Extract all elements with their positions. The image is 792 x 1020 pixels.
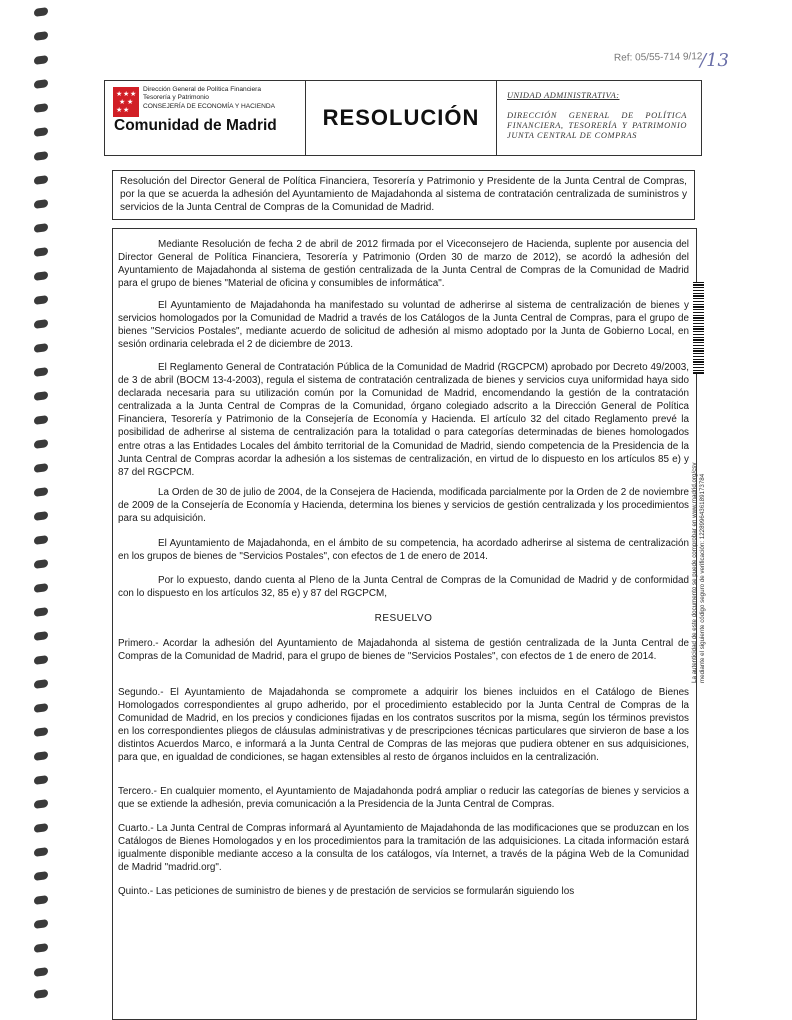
- handwritten-page-number: /13: [700, 50, 729, 71]
- paragraph-2: El Ayuntamiento de Majadahonda ha manifestado su voluntad de adherirse al sistema de centralización de bienes y servicios homologados por la Comunidad de Madrid a través de los Catálogos de la Junta Central de Compras, para el grupo de bienes "Servicios Postales", mediante acuerdo de solicitud de adhesión al mismo adoptado por la Junta de Gobierno Local, en sesión ordinaria celebrada el 2 de diciembre de 2013.: [118, 300, 689, 351]
- document-header: [104, 80, 702, 156]
- organization-subtitle: Dirección General de Política Financiera Tesorería y Patrimonio CONSEJERÍA DE ECONOMÍA Y HACIENDA: [143, 86, 276, 110]
- reference-number: Ref: 05/55-714 9/12: [613, 51, 703, 64]
- spiral-binding: [30, 0, 54, 1000]
- administrative-unit-label: UNIDAD ADMINISTRATIVA:: [507, 91, 620, 100]
- madrid-flag-icon: ★ ★ ★ ★ ★ ★ ★: [113, 87, 139, 117]
- logo-block: [105, 81, 306, 155]
- verification-note: La autenticidad de este documento se puede comprobar en www.madrid.org/csv mediante el siguiente código seguro de verificación: 1228996436189173784: [691, 462, 706, 683]
- administrative-unit-block: [497, 81, 701, 155]
- paragraph-1: Mediante Resolución de fecha 2 de abril de 2012 firmada por el Viceconsejero de Hacienda, suplente por ausencia del Director General de Política Financiera, Tesorería y Patrimonio (Orden 30 de marzo de 2012), se acordó la adhesión del Ayuntamiento de Majadahonda al sistema de gestión centralizada de la Junta Central de Compras de la Comunidad de Madrid para el grupo de bienes "Material de oficina y consumibles de informática".: [118, 239, 689, 290]
- resolution-summary: Resolución del Director General de Política Financiera, Tesorería y Patrimonio y Presidente de la Junta Central de Compras, por la que se acuerda la adhesión del Ayuntamiento de Majadahonda al sistema de contratación centralizada de suministros y servicios de la Junta Central de Compras de la Comunidad de Madrid.: [112, 170, 695, 220]
- resolution-item-5: Quinto.- Las peticiones de suministro de bienes y de prestación de servicios se formularán siguiendo los: [118, 886, 575, 897]
- organization-name: Comunidad de Madrid: [114, 117, 277, 134]
- resolution-item-4: Cuarto.- La Junta Central de Compras informará al Ayuntamiento de Majadahonda de las modificaciones que se produzcan en los Catálogos de Bienes Homologados y en los procedimientos para la tramitación de las adquisiciones. La citada información estará igualmente disponible mediante acceso a la consulta de los catálogos, vía Internet, a través de la página Web de la Comunidad de Madrid "madrid.org".: [118, 823, 689, 874]
- resolution-item-2: Segundo.- El Ayuntamiento de Majadahonda se compromete a adquirir los bienes incluidos en el Catálogo de Bienes Homologados correspondientes al grupo adherido, por el procedimiento establecido por la Junta Central de Compras de la Comunidad de Madrid, en los precios y condiciones fijadas en los contratos suscritos por la misma, según los términos previstos en los correspondientes pliegos de cláusulas administrativas y de prescripciones técnicas particulares que sirvieron de base a los distintos Acuerdos Marco, e informará a la Junta Central de Compras de las mejoras que pudiera obtener en sus adquisiciones, para que, en igualdad de condiciones, se hagan extensibles al resto de órganos incluidos en la centralización.: [118, 687, 689, 764]
- resolution-item-1: Primero.- Acordar la adhesión del Ayuntamiento de Majadahonda al sistema de gestión centralizada de la Junta Central de Compras de la Comunidad de Madrid, para el grupo de bienes de "Servicios Postales", con efectos de 1 de enero de 2014.: [118, 638, 689, 663]
- administrative-unit-name: DIRECCIÓN GENERAL DE POLÍTICA FINANCIERA, TESORERÍA Y PATRIMONIO JUNTA CENTRAL DE COMPRAS: [507, 111, 687, 140]
- paragraph-4: La Orden de 30 de julio de 2004, de la Consejera de Hacienda, modificada parcialmente por la Orden de 2 de noviembre de 2009 de la Consejería de Economía y Hacienda, determina los bienes y servicios de gestión centralizada y los procedimientos para su adquisición.: [118, 487, 689, 525]
- document-title: RESOLUCIÓN: [322, 105, 480, 130]
- paragraph-6: Por lo expuesto, dando cuenta al Pleno de la Junta Central de Compras de la Comunidad de Madrid y de conformidad con lo dispuesto en los artículos 32, 85 e) y 87 del RGCPCM,: [118, 575, 689, 600]
- resolution-item-3: Tercero.- En cualquier momento, el Ayuntamiento de Majadahonda podrá ampliar o reducir las categorías de bienes y servicios a que se extiende la adhesión, previa comunicación a la Presidencia de la Junta Central de Compras.: [118, 786, 689, 811]
- resuelvo-heading: RESUELVO: [374, 613, 433, 624]
- title-block: [306, 81, 497, 155]
- paragraph-5: El Ayuntamiento de Majadahonda, en el ámbito de su competencia, ha acordado adherirse al sistema de centralización en los grupos de bienes de "Servicios Postales", con efectos de 1 de enero de 2014.: [118, 538, 689, 563]
- paragraph-3: El Reglamento General de Contratación Pública de la Comunidad de Madrid (RGCPCM) aprobado por Decreto 49/2003, de 3 de abril (BOCM 13-4-2003), regula el sistema de contratación centralizada de bienes y servicios cuya uniformidad haya sido declarada necesaria para su utilización común por la Comunidad de Madrid, encomendando la gestión de la contratación centralizada a la Junta Central de Compras de la Comunidad, órgano colegiado adscrito a la Dirección General de Política Financiera, Tesorería y Patrimonio de la Consejería de Economía y Hacienda. El artículo 32 del citado Reglamento prevé la posibilidad de adherirse al sistema de centralización para la totalidad o para categorías determinadas de bienes homologados entre otras a las Entidades Locales del ámbito territorial de la Comunidad de Madrid, siendo competencia de la Presidencia de la Junta Central de Compras acordar la adhesión a los sistemas de centralización, en virtud de lo dispuesto en los artículos 85 e) y 87 del RGCPCM.: [118, 362, 689, 478]
